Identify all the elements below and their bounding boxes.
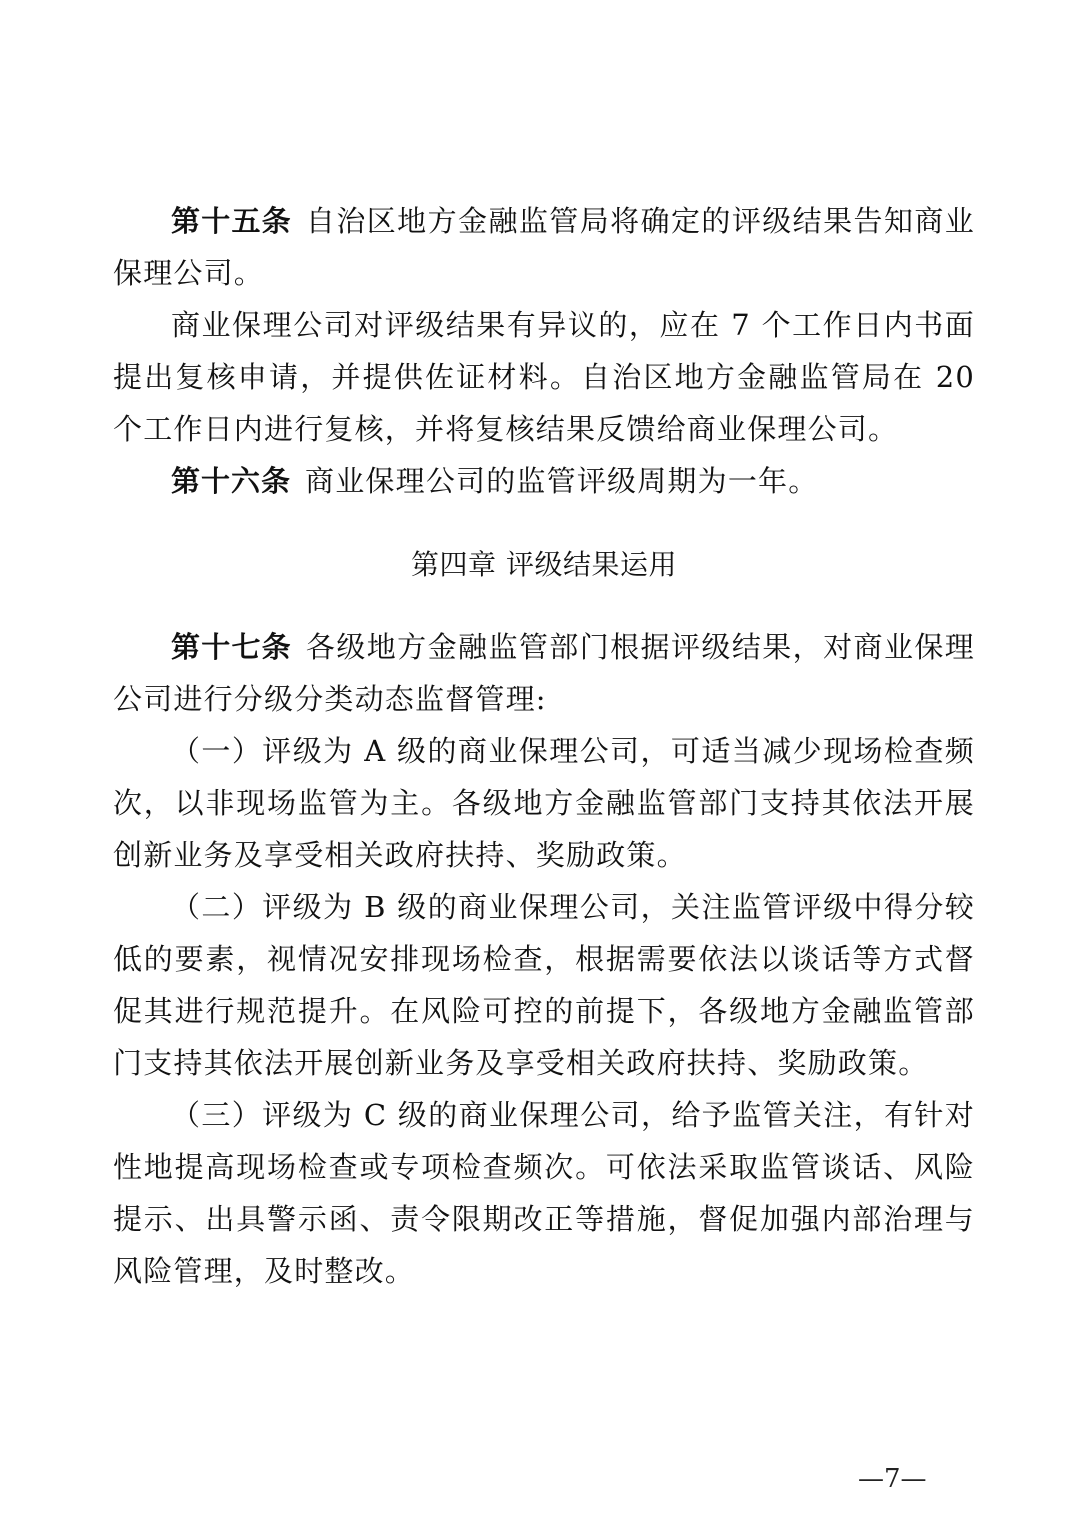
paragraph-text: （二）评级为 B 级的商业保理公司，关注监管评级中得分较低的要素，视情况安排现场检查，根据需要依法以谈话等方式督促其进行规范提升。在风险可控的前提下，各级地方金融监管部门支持其依法开展创新业务及享受相关政府扶持、奖励政策。 [113,890,975,1080]
article-16-paragraph [113,455,975,507]
article-15-paragraph [113,195,975,299]
paragraph-text: 自治区地方金融监管局将确定的评级结果告知商业保理公司。 [113,204,975,290]
grade-c-paragraph [113,1089,975,1297]
paragraph-text: 商业保理公司的监管评级周期为一年。 [305,464,819,498]
paragraph-text: （一）评级为 A 级的商业保理公司，可适当减少现场检查频次，以非现场监管为主。各级地方金融监管部门支持其依法开展创新业务及享受相关政府扶持、奖励政策。 [113,734,975,872]
paragraph-text: （三）评级为 C 级的商业保理公司，给予监管关注，有针对性地提高现场检查或专项检查频次。可依法采取监管谈话、风险提示、出具警示函、责令限期改正等措施，督促加强内部治理与风险管理，及时整改。 [113,1098,975,1288]
article-number: 第十六条 [171,464,292,498]
article-17-paragraph [113,621,975,725]
paragraph-text: 商业保理公司对评级结果有异议的，应在 7 个工作日内书面提出复核申请，并提供佐证材料。自治区地方金融监管局在 20 个工作日内进行复核，并将复核结果反馈给商业保理公司。 [113,308,975,446]
chapter-title: 第四章 评级结果运用 [411,548,677,581]
page-number: —7— [858,1464,927,1494]
article-number: 第十五条 [171,204,292,238]
grade-b-paragraph [113,881,975,1089]
document-body [113,195,975,1297]
grade-a-paragraph [113,725,975,881]
paragraph-text: 各级地方金融监管部门根据评级结果，对商业保理公司进行分级分类动态监督管理: [113,630,975,716]
article-number: 第十七条 [171,630,292,664]
review-paragraph [113,299,975,455]
